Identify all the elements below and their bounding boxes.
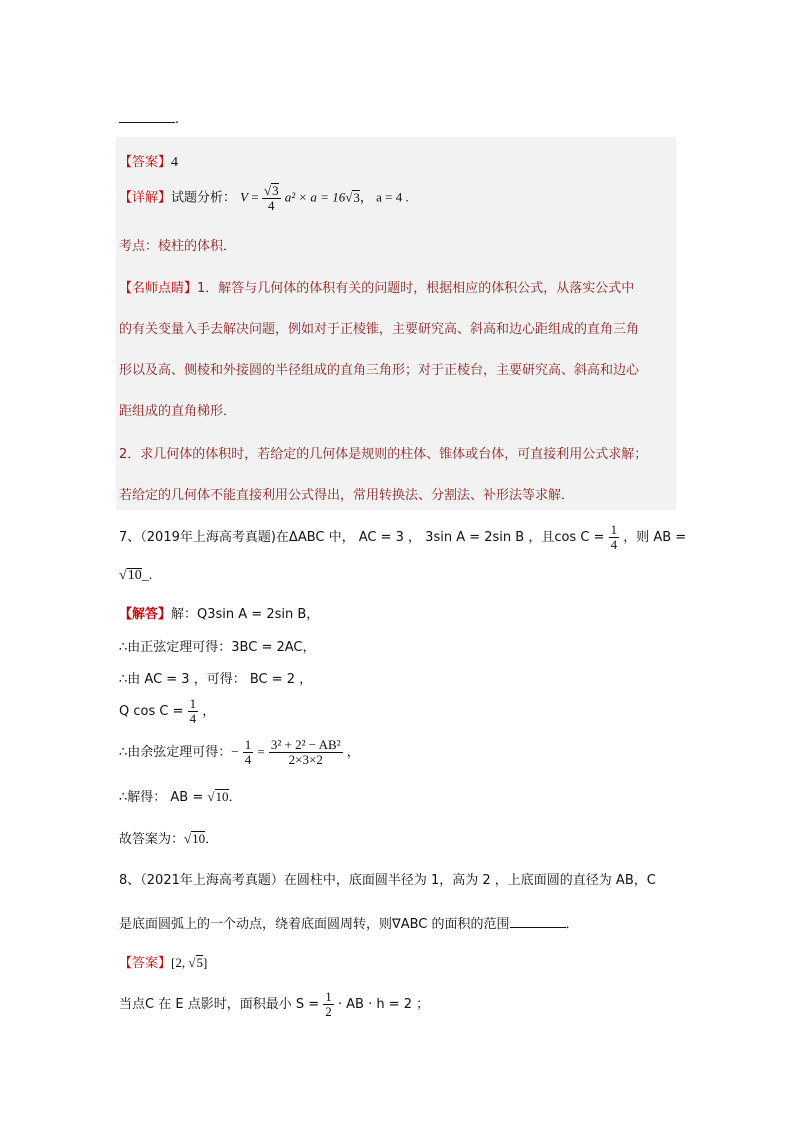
q7-sol-5-fraction-1: $\frac{1}{4}$ <box>244 737 252 767</box>
detail-tail: ， a = 4 . <box>359 189 409 205</box>
q7-solution-line-2: ∴由正弦定理可得：3BC = 2AC， <box>119 640 316 655</box>
frac-num: √3 <box>263 183 279 198</box>
q8-answer-line: 【答案】[2, √5] <box>119 955 208 971</box>
q7-solution-line-1 <box>119 603 319 622</box>
tip-line-1 <box>119 277 634 296</box>
detail-fraction <box>262 183 281 213</box>
detail-tag: 【详解】 <box>119 190 172 206</box>
q8-answer-tag: 【答案】 <box>119 956 172 971</box>
detail-lead: 试题分析： <box>171 190 237 206</box>
q7-fraction: $\frac{1}{4}$ <box>610 522 618 552</box>
q7-stem-b: ，则 AB = <box>623 530 687 545</box>
q8-stem-line-1: 8、（2021年上海高考真题）在圆柱中，底面圆半径为 1，高为 2 ，上底面圆的直径为 AB，C <box>119 873 656 888</box>
q8-stem-line-2: 是底面圆弧上的一个动点，绕着底面圆周转，则∇ABC 的面积的范围 ． <box>119 917 579 932</box>
q8-blank <box>510 917 566 928</box>
q7-sol-text-1: 解：Q3sin A = 2sin B， <box>171 607 320 622</box>
tip-line-2: 的有关变量入手去解决问题，例如对于正棱锥，主要研究高、斜高和边心距组成的直角三角 <box>119 322 640 337</box>
q7-answer: √10_. <box>119 568 153 583</box>
tip-line-4: 距组成的直角梯形． <box>119 404 237 419</box>
q7-solution-line-4 <box>119 697 215 726</box>
q7-solution-line-3: ∴由 AC = 3 ，可得： BC = 2 ， <box>119 672 313 687</box>
q7-sol-4-fraction: $\frac{1}{4}$ <box>189 696 197 726</box>
q8-solution-line: 当点C 在 E 点影时，面积最小 S = $\frac{1}{2}$ · AB · h = 2 ； <box>119 989 430 1019</box>
q7-answer-sqrt: 10 <box>127 568 142 583</box>
kaodian-line: 考点：棱柱的体积． <box>119 239 237 254</box>
q7-answer-tail: _. <box>141 568 153 583</box>
tip-tag: 【名师点睛】 <box>119 281 198 296</box>
detail-v: V <box>240 189 249 205</box>
q7-stem-a: 7、（2019年上海高考真题)在ΔABC 中， AC = 3 ， 3sin A = 2sin B ，且cos C = <box>119 530 605 545</box>
q7-final-answer: 故答案为：√10． <box>119 831 219 847</box>
tip-line-6: 若给定的几何体不能直接利用公式得出，常用转换法、分割法、补形法等求解． <box>119 488 575 503</box>
q7-sol-4b: ， <box>202 704 216 719</box>
q7-sol-6a: ∴解得： AB = <box>119 790 204 805</box>
answer-tag: 【答案】 <box>119 155 172 170</box>
period: . <box>175 112 180 127</box>
tip-line-3: 形以及高、侧棱和外接圆的半径组成的直角三角形；对于正棱台，主要研究高、斜高和边心 <box>119 363 640 378</box>
frac-den: 4 <box>268 198 275 213</box>
q7-sol-tag: 【解答】 <box>119 607 172 622</box>
q8-fraction: $\frac{1}{2}$ <box>325 989 332 1019</box>
q7-solution-line-6: ∴解得： AB = √10． <box>119 789 242 805</box>
answer-line <box>119 151 178 171</box>
q7-solution-line-5: ∴由余弦定理可得：− $\frac{1}{4}$ = $\frac{\text{3² + 2² − AB²}}{2\times 3\times 2}$ ， <box>119 737 360 767</box>
tip-text-1: 1．解答与几何体的体积有关的问题时，根据相应的体积公式，从落实公式中 <box>197 281 635 296</box>
q7-sol-5a: ∴由余弦定理可得： <box>119 745 232 760</box>
answer-value: 4 <box>171 155 179 170</box>
q7-sol-4a: Q cos C = <box>119 704 184 719</box>
q7-sol-5b: ， <box>346 745 360 760</box>
answer-blank-line <box>119 112 179 127</box>
tip-line-5: 2．求几何体的体积时，若给定的几何体是规则的柱体、锥体或台体，可直接利用公式求解； <box>119 447 648 462</box>
blank <box>119 112 175 123</box>
detail-rest: a² × a = 16 <box>284 189 346 205</box>
q7-stem <box>119 523 686 552</box>
detail-sqrt: 3 <box>353 189 360 205</box>
detail-line: 【详解】试题分析： V = $\frac{√3}{4}$ a² × a = 16√3， a = 4 . <box>119 183 409 213</box>
q7-sol-5-fraction-2: $\frac{\text{3² + 2² − AB²}}{2\times 3\times 2}$ <box>270 737 341 767</box>
